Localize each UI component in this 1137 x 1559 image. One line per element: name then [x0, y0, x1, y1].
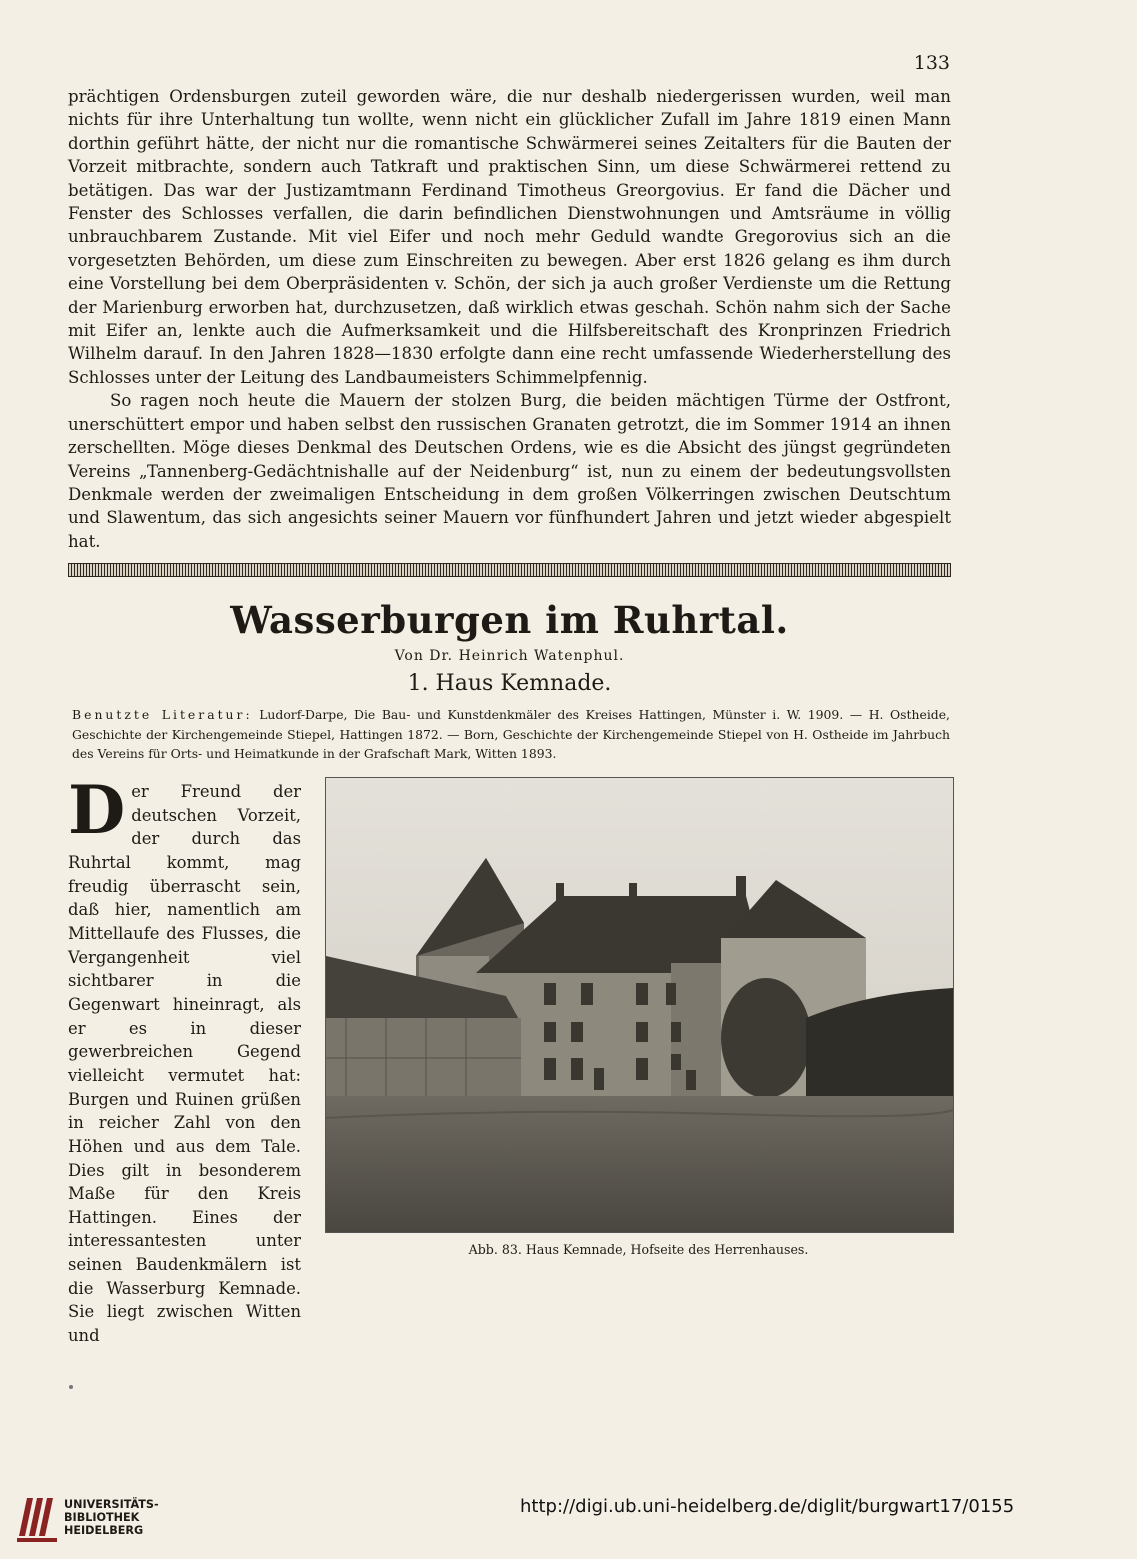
literature-text: Ludorf-Darpe, Die Bau- und Kunstdenkmäler des Kreises Hattingen, Münster i. W. 1909. — H. Ostheide, Geschichte der Kirchengemeinde Stiepel, Hattingen 1872. — Born, Geschichte der Kirchengemeinde Stiepel von H. Ostheide im Jahrbuch des Vereins für Orts- und Heimatkunde in der Grafschaft Mark, Witten 1893.	[72, 707, 950, 761]
figure-photo-haus-kemnade	[325, 777, 954, 1233]
university-seal-icon	[13, 1486, 61, 1544]
scan-speck	[69, 1385, 73, 1389]
ornamental-divider	[68, 563, 951, 577]
page-number: 133	[913, 52, 950, 74]
literature-label: Benutzte Literatur:	[72, 707, 253, 722]
library-name-line-1: UNIVERSITÄTS-	[64, 1498, 159, 1511]
intro-paragraph-1: prächtigen Ordensburgen zuteil geworden wäre, die nur deshalb niedergerissen wurden, weil man nichts für ihre Unterhaltung tun wollte, wenn nicht ein glücklicher Zufall im Jahre 1819 einen Mann dorthin geführt hätte, der nicht nur die romantische Schwärmerei seines Zeitalters für die Bauten der Vorzeit mitbrachte, sondern auch Tatkraft und praktischen Sinn, um diese Schwärmerei rettend zu betätigen. Das war der Justizamtmann Ferdinand Timotheus Greorgovius. Er fand die Dächer und Fenster des Schlosses verfallen, die darin befindlichen Dienstwohnungen und Amtsräume in völlig unbrauchbarem Zustande. Mit viel Eifer und noch mehr Geduld wandte Gregorovius sich an die vorgesetzten Behörden, um diese zum Einschreiten zu bewegen. Aber erst 1826 gelang es ihm durch eine Vorstellung bei dem Oberpräsidenten v. Schön, der sich ja auch großer Verdienste um die Rettung der Marienburg erworben hat, durchzusetzen, daß wirklich etwas geschah. Schön nahm sich der Sache mit Eifer an, lenkte auch die Aufmerksamkeit und die Hilfsbereitschaft des Kronprinzen Friedrich Wilhelm darauf. In den Jahren 1828—1830 erfolgte dann eine recht umfassende Wiederherstellung des Schlosses unter der Leitung des Landbaumeisters Schimmelpfennig.	[68, 87, 951, 387]
source-url[interactable]: http://digi.ub.uni-heidelberg.de/diglit/burgwart17/0155	[520, 1496, 1015, 1517]
literature-note	[72, 705, 950, 764]
intro-text	[68, 85, 951, 553]
library-name	[64, 1498, 159, 1537]
figure-caption: Abb. 83. Haus Kemnade, Hofseite des Herrenhauses.	[468, 1242, 809, 1257]
section-title: 1. Haus Kemnade.	[407, 671, 612, 696]
article-body-text: er Freund der deutschen Vorzeit, der durch das Ruhrtal kommt, mag freudig überrascht sein, daß hier, namentlich am Mittellaufe des Flusses, die Vergangenheit viel sichtbarer in die Gegenwart hineinragt, als er es in dieser gewerbreichen Gegend vielleicht vermutet hat: Burgen und Ruinen grüßen in reicher Zahl von den Höhen und aus dem Tale. Dies gilt in besonderem Maße für den Kreis Hattingen. Eines der interessantesten unter seinen Baudenkmälern ist die Wasserburg Kemnade. Sie liegt zwischen Witten und	[68, 782, 301, 1346]
library-name-line-3: HEIDELBERG	[64, 1524, 144, 1537]
article-author: Von Dr. Heinrich Watenphul.	[394, 648, 625, 664]
intro-paragraph-2: So ragen noch heute die Mauern der stolzen Burg, die beiden mächtigen Türme der Ostfront, unerschüttert empor und haben selbst den russischen Granaten getrotzt, die im Sommer 1914 an ihnen zerschellten. Möge dieses Denkmal des Deutschen Ordens, wie es die Absicht des jüngst gegründeten Vereins „Tannenberg-Gedächtnishalle auf der Neidenburg“ ist, nun zu einem der bedeutungsvollsten Denkmale werden der zweimaligen Entscheidung in dem großen Völkerringen zwischen Deutschtum und Slawentum, das sich angesichts seiner Mauern vor fünfhundert Jahren und jetzt wieder abgespielt hat.	[68, 391, 951, 551]
article-body	[68, 771, 301, 1348]
library-name-line-2: BIBLIOTHEK	[64, 1511, 140, 1524]
article-title: Wasserburgen im Ruhrtal.	[230, 598, 789, 642]
drop-cap: D	[68, 771, 126, 849]
